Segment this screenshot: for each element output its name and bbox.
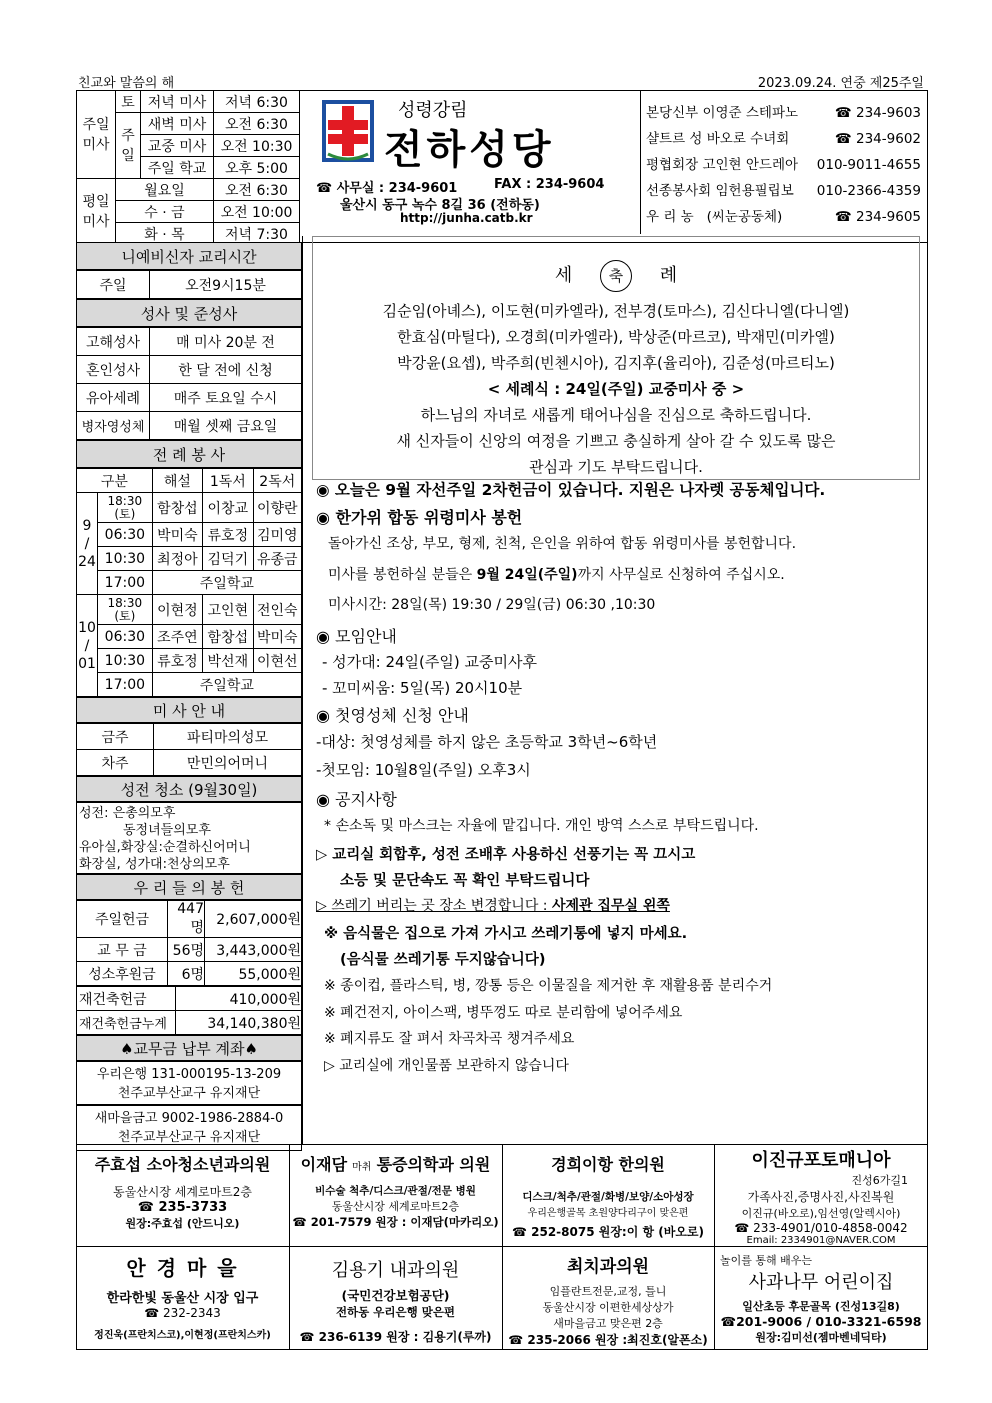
week-label: 9 / 24: [77, 493, 98, 595]
ad-line: 전하동 우리은행 맞은편: [335, 1305, 456, 1319]
contact-name: 평협회장 고인현 안드레아: [646, 157, 799, 173]
slogan: 성령강림: [398, 100, 468, 121]
cleaning-box: [76, 802, 302, 874]
contact-phone: 010-9011-4655: [816, 157, 921, 173]
ad-line: 동울산시장 세계로마트2층: [331, 1200, 460, 1213]
cross-logo-icon: [320, 98, 376, 168]
notice-title: ◉ 공지사항: [316, 790, 397, 809]
liturgy-header: 해설: [152, 469, 202, 493]
mass-info-label: 차주: [77, 750, 154, 776]
notice-item: * 손소독 및 마스크는 자율에 맡깁니다. 개인 방역 스스로 부탁드립니다.: [324, 818, 759, 834]
sacrament-value: 한 달 전에 신청: [150, 356, 302, 384]
address: 울산시 동구 녹수 8길 36 (전하동): [340, 198, 540, 213]
ad-kindergarten: [714, 1252, 928, 1345]
ad-line: ☎ 235-2066 원장 :최진호(알폰소): [508, 1333, 708, 1347]
schedule-time: 저녁 7:30: [214, 223, 300, 245]
liturgy-cell: 함창섭: [152, 493, 202, 523]
cleaning-line: 성전: 은총의모후: [79, 806, 176, 821]
account-line: 천주교부산교구 유지재단: [117, 1086, 261, 1101]
account-box: [76, 1061, 302, 1105]
contact-name: 선종봉사회 임헌용필립보: [646, 183, 794, 199]
liturgy-cell: 유종금: [253, 547, 301, 571]
offering-count: 56명: [168, 938, 205, 962]
memorial-text: 미사를 봉헌하실 분들은: [328, 567, 477, 583]
ad-title: 경희이항 한의원: [551, 1155, 665, 1174]
contact-row: [646, 178, 921, 204]
account-line: 천주교부산교구 유지재단: [117, 1130, 261, 1145]
office-phone: ☎ 사무실 : 234-9601: [316, 181, 458, 196]
memorial-time: 미사시간: 28일(목) 19:30 / 29일(금) 06:30 ,10:30: [328, 597, 656, 613]
sacrament-value: 매주 토요일 수시: [150, 384, 302, 412]
sacraments-table: [76, 327, 302, 440]
issue-date: 2023.09.24. 연중 제25주일: [757, 76, 924, 91]
ad-title: 안 경 마 을: [126, 1256, 239, 1280]
sacrament-name: 혼인성사: [77, 356, 150, 384]
offering-count: 6명: [168, 962, 205, 986]
cleaning-line: 유아실,화장실:순결하신어머니: [79, 840, 251, 855]
communion-line: -대상: 첫영성체를 하지 않은 초등학교 3학년~6학년: [316, 733, 658, 751]
contact-row: [646, 152, 921, 178]
offering-table: [76, 900, 302, 986]
ad-dental: [502, 1252, 714, 1348]
schedule-name: 화 · 목: [116, 223, 214, 245]
schedule-time: 오전 6:30: [214, 113, 300, 135]
liturgy-time: 10:30: [97, 649, 152, 673]
notice-item: ▷ 교리실 회합후, 성전 조배후 사용하신 선풍기는 꼭 끄시고: [316, 847, 696, 863]
ad-photo-studio: [714, 1146, 928, 1246]
offering-count: 447명: [168, 901, 205, 938]
ad-title: 이진규포토매니아: [751, 1150, 891, 1171]
ad-line: ☎ 236-6139 원장 : 김용기(루까): [299, 1330, 492, 1344]
baptism-title-left: 세: [554, 265, 573, 286]
ad-line: 원장:주효섭 (안드니오): [125, 1217, 240, 1230]
contact-name: 우 리 농 (씨눈공동체): [646, 209, 783, 225]
liturgy-cell: 조주연: [152, 625, 202, 649]
contact-row: [646, 100, 921, 126]
sacrament-name: 유아세례: [77, 384, 150, 412]
offering-amount: 2,607,000원: [205, 901, 302, 938]
ad-pain-clinic: [289, 1152, 502, 1230]
ad-line: 이진규(바오로),임선영(알렉시아): [741, 1207, 901, 1220]
meeting-title: ◉ 모임안내: [316, 627, 397, 646]
notice-item: 소등 및 문단속도 꼭 확인 부탁드립니다: [340, 873, 590, 889]
ad-title: 이재담: [300, 1155, 348, 1174]
contact-phone: ☎ 234-9603: [834, 105, 921, 121]
baptism-names: [312, 298, 920, 480]
ad-line: ☎ 233-4901/010-4858-0042: [734, 1221, 908, 1235]
mass-info-value: 만민의어머니: [154, 750, 302, 776]
baptism-title-right: 례: [659, 265, 678, 286]
building-fund-table: [76, 986, 302, 1035]
building-total-label: 재건축헌금누계: [77, 1011, 176, 1035]
baptism-message: 관심과 기도 부탁드립니다.: [529, 458, 703, 476]
ad-line: 진성6가길1: [851, 1174, 908, 1187]
liturgy-cell: 김미영: [253, 523, 301, 547]
liturgy-time: 17:00: [97, 673, 152, 697]
website-link[interactable]: http://junha.catb.kr: [400, 211, 533, 225]
ad-title: 김용기 내과의원: [331, 1260, 460, 1281]
account-line: 우리은행 131-000195-13-209: [96, 1067, 282, 1082]
memorial-title: ◉ 한가위 합동 위령미사 봉헌: [316, 508, 523, 527]
ad-line: 동울산시장 이편한세상상가: [542, 1301, 674, 1314]
ad-line: ☎ 235-3733: [137, 1200, 228, 1215]
liturgy-cell: 최정아: [152, 547, 202, 571]
weekday-mass-label: 평일 미사: [77, 179, 116, 245]
catechumen-day: 주일: [77, 271, 150, 299]
liturgy-cell: 전인숙: [253, 595, 301, 625]
fax: FAX : 234-9604: [494, 177, 605, 192]
schedule-name: 수 · 금: [116, 201, 214, 223]
liturgy-cell: 함창섭: [203, 625, 253, 649]
notice-item: ※ 폐건전지, 아이스팩, 병뚜껑도 따로 분리함에 넣어주세요: [324, 1005, 683, 1021]
building-fund-label: 재건축헌금: [77, 987, 176, 1011]
liturgy-cell: 박미숙: [152, 523, 202, 547]
ad-line: 디스크/척추/관절/화병/보양/소아성장: [522, 1191, 694, 1203]
schedule-time: 오전 10:30: [214, 135, 300, 157]
saturday-label: 토: [116, 91, 141, 113]
mass-info-value: 파티마의성모: [154, 724, 302, 750]
ad-line: 원장:김미선(젬마벤네딕타): [755, 1331, 887, 1344]
account-title: ♠교무금 납부 계좌♠: [76, 1035, 302, 1061]
ad-line: 놀이를 통해 배우는: [720, 1254, 813, 1267]
schedule-name: 월요일: [116, 179, 214, 201]
ad-line: 한라한빛 동울산 시장 입구: [106, 1291, 259, 1306]
liturgy-cell: 이창교: [203, 493, 253, 523]
communion-title: ◉ 첫영성체 신청 안내: [316, 706, 469, 725]
ad-title: 사과나무 어린이집: [748, 1272, 894, 1293]
cleaning-line: 화장실, 성가대:천상의모후: [79, 857, 230, 872]
liturgy-cell: 류호정: [203, 523, 253, 547]
liturgy-header: 구분: [77, 469, 153, 493]
ad-line: (국민건강보험공단): [341, 1288, 450, 1303]
contact-phone: ☎ 234-9605: [834, 209, 921, 225]
liturgy-cell: 박선재: [203, 649, 253, 673]
schedule-time: 오전 6:30: [214, 179, 300, 201]
ad-title: 최치과의원: [566, 1257, 650, 1277]
offering-amount: 3,443,000원: [205, 938, 302, 962]
mass-info-label: 금주: [77, 724, 154, 750]
notice-item: [316, 895, 670, 915]
liturgy-cell: 고인현: [203, 595, 253, 625]
cleaning-title: 성전 청소 (9월30일): [76, 776, 302, 802]
schedule-time: 오전 10:00: [214, 201, 300, 223]
contacts-list: [646, 100, 921, 230]
ad-line: 새마을금고 맞은편 2층: [553, 1317, 663, 1330]
liturgy-cell: 이향란: [253, 493, 301, 523]
ad-internal-medicine: [289, 1256, 502, 1345]
baptism-title: [312, 260, 920, 292]
liturgy-title: 전 례 봉 사: [76, 440, 302, 468]
baptism-message: 하느님의 자녀로 새롭게 태어나심을 진심으로 축하드립니다.: [420, 406, 812, 424]
catechumen-table: [76, 270, 302, 299]
memorial-line: [328, 564, 785, 584]
notice-item: ※ 종이컵, 플라스틱, 병, 깡통 등은 이물질을 제거한 후 재활용품 분리수거: [324, 978, 773, 994]
ad-line: ☎ 252-8075 원장:이 항 (바오로): [512, 1225, 704, 1239]
column-divider: [302, 236, 303, 1144]
schedule-name: 교중 미사: [141, 135, 214, 157]
sacrament-value: 매월 셋째 금요일: [150, 412, 302, 440]
church-logo: [320, 98, 376, 168]
ad-line: 임플란트전문,교정, 틀니: [549, 1285, 667, 1298]
memorial-line: 돌아가신 조상, 부모, 형제, 친척, 은인을 위하여 합동 위령미사를 봉헌합니다.: [328, 536, 797, 552]
congratulations-emblem-icon: [600, 260, 632, 292]
contact-name: 샬트르 성 바오로 수녀회: [646, 131, 790, 147]
communion-line: -첫모임: 10월8일(주일) 오후3시: [316, 761, 531, 779]
contact-phone: 010-2366-4359: [816, 183, 921, 199]
ad-pediatrics: [76, 1152, 289, 1231]
catechumen-time: 오전9시15분: [150, 271, 302, 299]
offering-name: 교 무 금: [77, 938, 168, 962]
ad-title-small: 마취: [352, 1162, 372, 1173]
ad-line: 일산초등 후문골목 (진성13길8): [742, 1300, 900, 1313]
baptism-name-line: 김순임(아녜스), 이도현(미카엘라), 전부경(토마스), 김신다니엘(다니엘): [382, 302, 850, 320]
motto: 친교와 말씀의 해: [78, 76, 175, 91]
liturgy-cell: 류호정: [152, 649, 202, 673]
notice-item: ▷ 교리실에 개인물품 보관하지 않습니다: [324, 1058, 569, 1074]
ad-line: ☎ 232-2343: [144, 1306, 221, 1320]
liturgy-header: 2독서: [253, 469, 301, 493]
liturgy-table: [76, 468, 302, 697]
notice-highlight: 사제관 집무실 왼쪽: [551, 898, 670, 914]
liturgy-cell: 이현정: [152, 595, 202, 625]
schedule-name: 새벽 미사: [141, 113, 214, 135]
baptism-ceremony: < 세례식 : 24일(주일) 교중미사 중 >: [487, 380, 745, 398]
notice-item: (음식물 쓰레기통 두지않습니다): [340, 952, 546, 968]
baptism-name-line: 한효심(마틸다), 오경희(미카엘라), 박상준(마르코), 박재민(미카엘): [397, 328, 835, 346]
ad-oriental-clinic: [502, 1152, 714, 1240]
liturgy-time: 10:30: [97, 547, 152, 571]
offering-name: 성소후원금: [77, 962, 168, 986]
meeting-item: - 성가대: 24일(주일) 교중미사후: [322, 653, 537, 671]
emblem-text: 축: [608, 267, 624, 285]
church-name: 전하성당: [384, 126, 555, 173]
sacrament-name: 병자영성체: [77, 412, 150, 440]
schedule-time: 오후 5:00: [214, 157, 300, 179]
memorial-text: 까지 사무실로 신청하여 주십시오.: [577, 567, 785, 583]
mass-info-table: [76, 723, 302, 776]
mass-info-title: 미 사 안 내: [76, 697, 302, 723]
building-total-amount: 34,140,380원: [176, 1011, 302, 1035]
meeting-item: - 꼬미씨움: 5일(목) 20시10분: [322, 679, 523, 697]
baptism-name-line: 박강윤(요셉), 박주희(빈첸시아), 김지후(율리아), 김준성(마르티노): [397, 354, 835, 372]
ad-line: 동울산시장 세계로마트2층: [113, 1185, 252, 1199]
liturgy-time: 18:30 (토): [97, 493, 152, 523]
baptism-message: 새 신자들이 신앙의 여정을 기쁘고 충실하게 살아 갈 수 있도록 많은: [396, 432, 836, 450]
liturgy-cell: 이현선: [253, 649, 301, 673]
notice-item: ※ 폐지류도 잘 펴서 차곡차곡 챙겨주세요: [324, 1031, 575, 1047]
liturgy-time: 17:00: [97, 571, 152, 595]
memorial-date: 9월 24일(주일): [476, 567, 578, 583]
sacraments-title: 성사 및 준성사: [76, 299, 302, 327]
contact-phone: ☎ 234-9602: [834, 131, 921, 147]
offering-name: 주일헌금: [77, 901, 168, 938]
liturgy-time: 18:30 (토): [97, 595, 152, 625]
cleaning-line: 동정녀들의모후: [123, 823, 211, 838]
sacrament-value: 매 미사 20분 전: [150, 328, 302, 356]
ad-title: 주효섭 소아청소년과의원: [94, 1155, 271, 1174]
liturgy-cell: 박미숙: [253, 625, 301, 649]
ad-email[interactable]: Email: 2334901@NAVER.COM: [746, 1235, 896, 1246]
schedule-name: 저녁 미사: [141, 91, 214, 113]
ad-line: 가족사진,증명사진,사진복원: [747, 1190, 895, 1204]
sunday-label: 주 일: [116, 113, 141, 179]
offering-amount: 55,000원: [205, 962, 302, 986]
liturgy-time: 06:30: [97, 523, 152, 547]
ad-title: 통증의학과 의원: [376, 1155, 491, 1174]
notice-text: ▷ 쓰레기 버리는 곳 장소 변경합니다 :: [316, 898, 552, 914]
sidebar: [76, 242, 302, 1151]
building-fund-amount: 410,000원: [176, 987, 302, 1011]
ad-line: 정진욱(프란치스코),이현정(프란치스카): [94, 1330, 271, 1341]
schedule-name: 주일 학교: [141, 157, 214, 179]
account-line: 새마을금고 9002-1986-2884-0: [94, 1111, 284, 1126]
notice-item: ※ 음식물은 집으로 가져 가시고 쓰레기통에 넣지 마세요.: [324, 926, 688, 942]
contact-row: [646, 204, 921, 230]
contact-name: 본당신부 이영준 스테파노: [646, 105, 799, 121]
offering-title: 우 리 들 의 봉 헌: [76, 874, 302, 900]
mass-schedule: [76, 90, 300, 245]
ad-line: 우리은행골목 초원양다리구이 맞은편: [527, 1208, 689, 1219]
collection-notice: ◉ 오늘은 9월 자선주일 2차헌금이 있습니다. 지원은 나자렛 공동체입니다.: [316, 481, 826, 499]
sacrament-name: 고해성사: [77, 328, 150, 356]
sunday-mass-label: 주일 미사: [77, 91, 116, 179]
week-label: 10 / 01: [77, 595, 98, 697]
contact-row: [646, 126, 921, 152]
ad-line: ☎ 201-7579 원장 : 이재담(마카리오): [292, 1215, 499, 1229]
schedule-time: 저녁 6:30: [214, 91, 300, 113]
liturgy-cell: 주일학교: [152, 571, 301, 595]
liturgy-cell: 김덕기: [203, 547, 253, 571]
catechumen-title: 니예비신자 교리시간: [76, 242, 302, 270]
ad-line: 비수술 척추/디스크/관절/전문 병원: [315, 1185, 476, 1197]
liturgy-header: 1독서: [203, 469, 253, 493]
liturgy-cell: 주일학교: [152, 673, 301, 697]
ad-optician: [76, 1252, 289, 1341]
liturgy-time: 06:30: [97, 625, 152, 649]
ad-line: ☎201-9006 / 010-3321-6598: [720, 1314, 922, 1329]
